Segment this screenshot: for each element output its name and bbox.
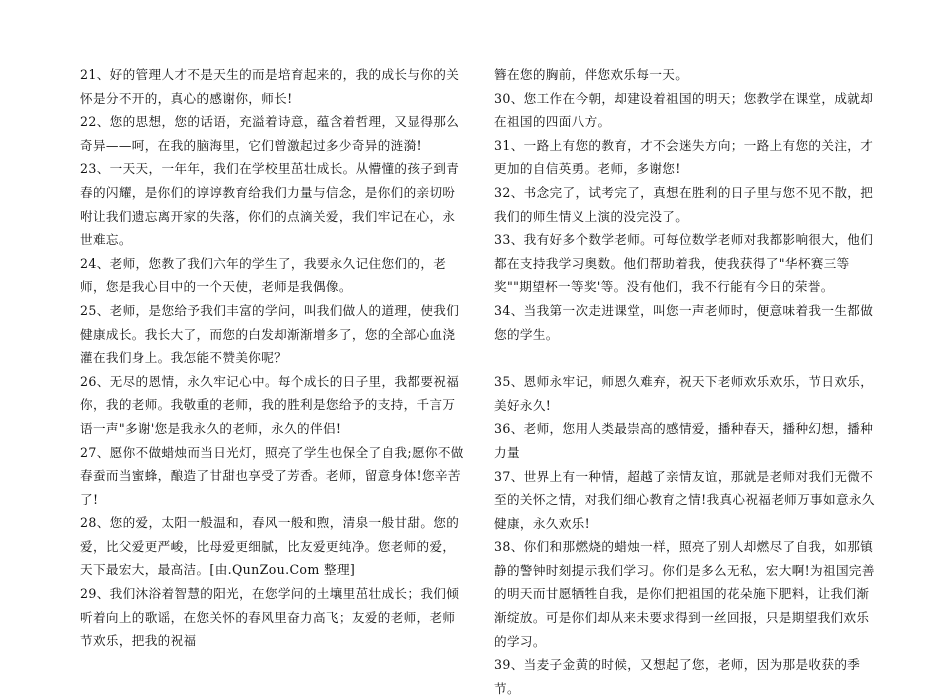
paragraph-23: 23、一天天，一年年，我们在学校里茁壮成长。从懵懂的孩子到青春的闪耀，是你们的谆谆教育给我们力量与信念，是你们的亲切吩咐让我们遗忘离开家的失落，你们的点滴关爱，我们牢记在心，永世难忘。 (80, 161, 460, 248)
paragraph-21: 21、好的管理人才不是天生的而是培育起来的，我的成长与你的关怀是分不开的，真心的感谢你，师长! (80, 67, 460, 106)
paragraph-33: 33、我有好多个数学老师。可每位数学老师对我都影响很大，他们都在支持我学习奥数。他们帮助着我，使我获得了"华杯赛三等奖""期望杯一等奖'等。没有他们，我不行能有今日的荣誉。 (494, 232, 874, 295)
right-column (494, 63, 882, 700)
paragraph-37: 37、世界上有一种情，超越了亲情友谊，那就是老师对我们无微不至的关怀之情，对我们细心教育之情!我真心祝福老师万事如意永久健康，永久欢乐! (494, 468, 875, 531)
paragraph-30: 30、您工作在今朝，却建设着祖国的明天；您教学在课堂，成就却在祖国的四面八方。 (494, 90, 874, 130)
paragraph-25: 25、老师，是您给予我们丰富的学问，叫我们做人的道理，使我们健康成长。我长大了，而您的白发却渐渐增多了，您的全部心血浇灌在我们身上。我怎能不赞美你呢？ (80, 302, 460, 366)
paragraph-28: 28、您的爱，太阳一般温和，春风一般和煦，清泉一般甘甜。您的爱，比父爱更严峻，比母爱更细腻，比友爱更纯净。您老师的爱，天下最宏大，最高洁。[由.QunZou.Com 整理] (80, 515, 460, 578)
paragraph-39: 39、当麦子金黄的时候，又想起了您，老师，因为那是收获的季节。 (494, 657, 861, 696)
paragraph-26: 26、无尽的恩情，永久牢记心中。每个成长的日子里，我都要祝福你，我的老师。我敬重的老师，我的胜利是您给予的支持，千言万语一声"多谢'您是我永久的老师，永久的伴侣! (80, 373, 460, 436)
left-column (80, 63, 468, 653)
paragraph-29-continued: 簪在您的胸前，伴您欢乐每一天。 (494, 67, 689, 82)
paragraph-22: 22、您的思想，您的话语，充溢着诗意，蕴含着哲理，又显得那么奇异——呵，在我的脑海里，它们曾激起过多少奇异的涟漪! (80, 114, 460, 153)
paragraph-31: 31、一路上有您的教育，才不会迷失方向；一路上有您的关注，才更加的自信英勇。老师，多谢您! (494, 137, 874, 177)
paragraph-36: 36、老师，您用人类最崇高的感情爱，播种春天，播种幻想，播种力量 (494, 421, 874, 460)
paragraph-35: 35、恩师永牢记，师恩久难弃，祝天下老师欢乐欢乐，节日欢乐，美好永久! (494, 374, 874, 413)
paragraph-24: 24、老师，您教了我们六年的学生了，我要永久记住您们的，老师，您是我心目中的一个天使，老师是我偶像。 (80, 255, 447, 295)
paragraph-34: 34、当我第一次走进课堂，叫您一声老师时，便意味着我一生都做您的学生。 (494, 302, 874, 342)
blank-line (494, 346, 882, 370)
paragraph-27: 27、愿你不做蜡烛而当日光灯，照亮了学生也保全了自我;愿你不做春蚕而当蜜蜂，酿造了甘甜也享受了芳香。老师，留意身体!您辛苦了! (80, 444, 464, 507)
paragraph-38: 38、你们和那燃烧的蜡烛一样，照亮了别人却燃尽了自我，如那镇静的警钟时刻提示我们学习。你们是多么无私，宏大啊!为祖国完善的明天而甘愿牺牲自我，是你们把祖国的花朵施下肥料，让我们渐渐绽放。可是你们却从来未要求得到一丝回报，只是期望我们欢乐的学习。 (494, 539, 875, 649)
paragraph-29: 29、我们沐浴着智慧的阳光，在您学问的土壤里茁壮成长；我们倾听着向上的歌谣，在您关怀的春风里奋力高飞；友爱的老师，老师节欢乐，把我的祝福 (80, 586, 460, 649)
paragraph-32: 32、书念完了，试考完了，真想在胜利的日子里与您不见不散，把我们的师生情义上演的没完没了。 (494, 184, 874, 224)
